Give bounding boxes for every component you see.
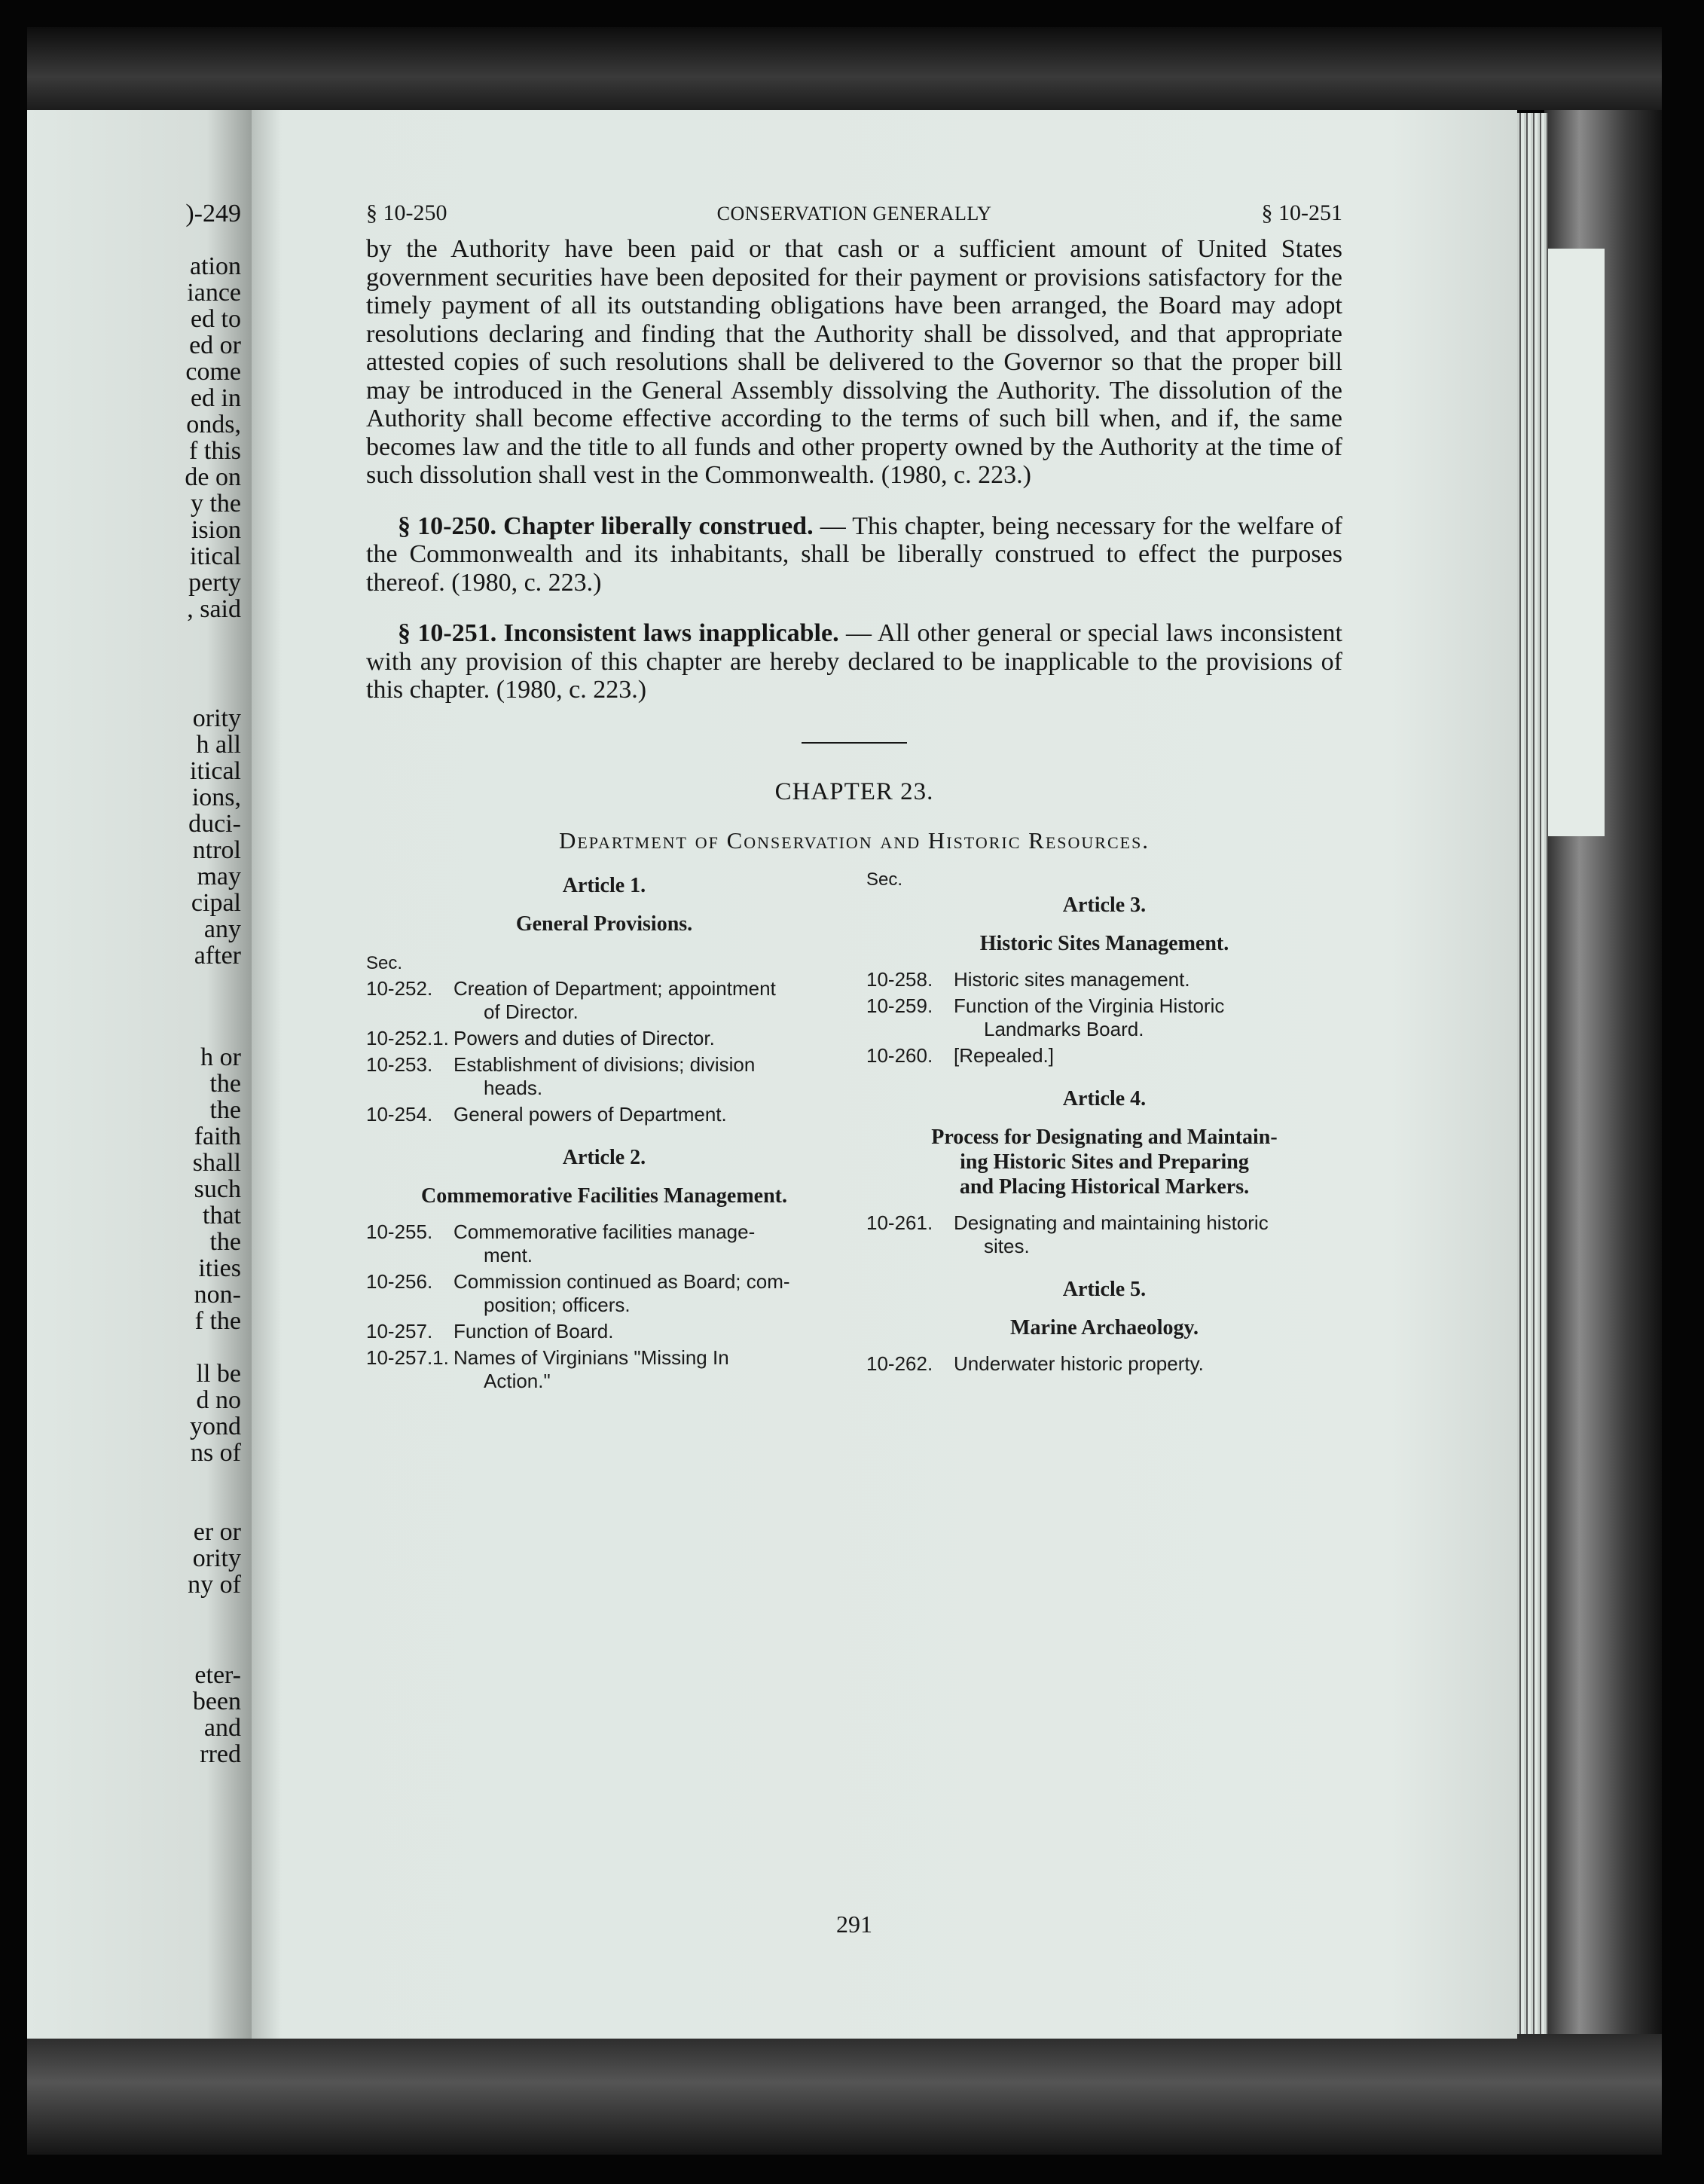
left-page-text-fragment: been — [192, 1688, 241, 1715]
left-page-text-fragment: y the — [190, 490, 241, 518]
article-2-entries — [366, 1220, 842, 1393]
article-heading: Article 2. — [562, 1145, 646, 1169]
toc-entry — [366, 1220, 842, 1267]
section-10-250 — [366, 512, 1342, 597]
left-page-text-fragment: itical — [190, 542, 241, 570]
section-title-line: Powers and duties of Director. — [453, 1026, 715, 1049]
left-page-text-fragment: ed to — [190, 305, 241, 333]
chapter-number: CHAPTER 23. — [774, 777, 934, 805]
section-heading: § 10-250. Chapter liberally construed. — [398, 512, 814, 540]
section-heading: § 10-251. Inconsistent laws inapplicable. — [398, 619, 839, 647]
section-title-line: Establishment of divisions; division — [453, 1052, 756, 1076]
article-title — [866, 1125, 1342, 1199]
toc-left-column — [366, 874, 842, 1393]
section-title — [954, 1352, 1342, 1376]
section-number: 10-260. — [866, 1043, 933, 1067]
left-page-text-fragment: iance — [187, 279, 241, 307]
section-title-line: Historic sites management. — [954, 967, 1190, 991]
section-title-line: Commemorative facilities manage- — [453, 1220, 756, 1243]
left-page-text-fragment: yond — [190, 1413, 241, 1440]
section-text: — All other general or special laws inconsistent with any provision of this chapter are hereby declared to be inapplicable to the provisions of this chapter. (1980, c. 223.) — [366, 619, 1342, 704]
left-page-text-fragment: f this — [189, 437, 241, 465]
section-title-line: Action." — [484, 1369, 551, 1392]
section-title-line: position; officers. — [484, 1293, 631, 1316]
left-page-text-fragment: de on — [185, 463, 241, 491]
toc-entry — [866, 1352, 1342, 1376]
left-page-text-fragment: the — [209, 1096, 241, 1124]
section-number: 10-257. — [366, 1319, 433, 1342]
article-title-line: ing Historic Sites and Preparing — [960, 1150, 1249, 1174]
section-number: 10-252. — [366, 976, 433, 1000]
section-title — [453, 1320, 842, 1343]
left-page-text-fragment: that — [203, 1202, 241, 1229]
left-page-text-fragment: ns of — [190, 1439, 241, 1467]
chapter-title: Department of Conservation and Historic Resources. — [558, 826, 1150, 854]
left-page-text-fragment: h all — [196, 731, 241, 759]
left-page-text-fragment: faith — [194, 1123, 241, 1150]
left-page-text-fragment: shall — [192, 1149, 241, 1177]
running-head-left: § 10-250 — [366, 200, 447, 225]
page-content — [366, 200, 1342, 1938]
section-title-line: of Director. — [484, 1000, 579, 1023]
section-text: — This chapter, being necessary for the welfare of the Commonwealth and its inhabitants, shall be liberally construed to effect the purposes thereof. (1980, c. 223.) — [366, 512, 1342, 597]
section-title — [453, 1103, 842, 1126]
article-title-line: and Placing Historical Markers. — [959, 1174, 1250, 1199]
toc-entry — [866, 968, 1342, 991]
left-page-text-fragment: ities — [198, 1254, 241, 1282]
section-title — [453, 1220, 842, 1267]
section-number: 10-258. — [866, 967, 933, 991]
left-page-text-fragment: onds, — [186, 411, 241, 438]
continuation-paragraph: by the Authority have been paid or that cash or a sufficient amount of United States government securities have been deposited for their payment or provisions satisfactory for the timely payment of all its outstanding obligations have been arranged, the Board may adopt resolutions declaring and finding that the Authority shall be dissolved, and that appropriate attested copies of such resolutions shall be delivered to the Governor so that the proper bill may be introduced in the General Assembly dissolving the Authority. The dissolution of the Authority shall become effective according to the terms of such bill when, and if, the same becomes law and the title to all funds and other property owned by the Authority at the time of such dissolution shall vest in the Commonwealth. (1980, c. 223.) — [366, 235, 1342, 489]
left-page-text-fragment: come — [185, 358, 241, 386]
left-page-text-fragment: h or — [200, 1043, 241, 1071]
main-page — [252, 110, 1517, 2039]
section-number: 10-261. — [866, 1211, 933, 1234]
section-title — [954, 1044, 1342, 1068]
toc-right-column — [866, 869, 1342, 1376]
left-page-text-fragment: rred — [200, 1740, 241, 1768]
left-page-text-fragment: d no — [196, 1386, 241, 1414]
article-heading: Article 3. — [1062, 893, 1147, 917]
left-page-text-fragment: may — [197, 863, 241, 890]
left-page-text-fragment: such — [194, 1175, 241, 1203]
left-page-text-fragment: , said — [187, 595, 241, 623]
left-page-text-fragment: )-249 — [185, 200, 241, 228]
article-4-entries — [866, 1211, 1342, 1258]
page-number: 291 — [836, 1911, 872, 1938]
section-title — [453, 977, 842, 1024]
section-title-line: Creation of Department; appointment — [453, 976, 776, 1000]
section-title — [954, 968, 1342, 991]
section-title-line: heads. — [484, 1076, 543, 1099]
article-heading: Article 5. — [1062, 1277, 1147, 1301]
section-number: 10-254. — [366, 1102, 433, 1126]
article-title-line: Process for Designating and Maintain- — [931, 1125, 1278, 1149]
section-number: 10-255. — [366, 1220, 433, 1243]
section-title-line: Underwater historic property. — [954, 1352, 1204, 1375]
left-page-text-fragment: ed or — [189, 331, 241, 359]
sec-label: Sec. — [366, 952, 403, 973]
toc-entry — [366, 1270, 842, 1317]
section-title-line: Designating and maintaining historic — [954, 1211, 1269, 1234]
article-1-entries — [366, 977, 842, 1126]
left-page-text-fragment: ny of — [188, 1571, 241, 1599]
section-title-line: Names of Virginians "Missing In — [453, 1346, 729, 1369]
facing-left-page — [27, 110, 252, 2039]
section-number: 10-252.1. — [366, 1026, 449, 1049]
left-page-text-fragment: ll be — [196, 1360, 241, 1388]
left-page-text-fragment: ority — [192, 1544, 241, 1572]
left-page-text-fragment: f the — [194, 1307, 241, 1335]
left-page-text-fragment: duci- — [188, 810, 241, 838]
section-title-line: ment. — [484, 1243, 533, 1266]
left-page-text-fragment: itical — [190, 757, 241, 785]
left-page-text-fragment: ority — [192, 704, 241, 732]
article-title: Historic Sites Management. — [979, 931, 1229, 955]
chapter-table-of-contents — [366, 869, 1342, 1446]
section-title-line: Landmarks Board. — [984, 1017, 1144, 1040]
section-title — [453, 1270, 842, 1317]
section-number: 10-253. — [366, 1052, 433, 1076]
toc-entry — [366, 1346, 842, 1393]
section-title-line: Function of the Virginia Historic — [954, 994, 1225, 1017]
section-title — [954, 1211, 1342, 1258]
left-page-text-fragment: any — [203, 915, 241, 943]
toc-entry — [866, 994, 1342, 1041]
section-10-251 — [366, 619, 1342, 704]
section-title — [954, 994, 1342, 1041]
section-number: 10-262. — [866, 1352, 933, 1375]
left-page-text-fragment: after — [194, 942, 241, 970]
article-5-entries — [866, 1352, 1342, 1376]
section-number: 10-257.1. — [366, 1346, 449, 1369]
book-bottom-edge — [27, 2034, 1662, 2155]
left-page-text-fragment: the — [209, 1228, 241, 1256]
section-title — [453, 1346, 842, 1393]
sec-label: Sec. — [866, 869, 903, 890]
left-page-text-fragment: er or — [193, 1518, 241, 1546]
running-head-title: CONSERVATION GENERALLY — [716, 203, 992, 225]
left-page-text-fragment: ions, — [191, 783, 241, 811]
article-title: General Provisions. — [515, 912, 693, 936]
left-page-text-fragment: ision — [191, 516, 241, 544]
section-title-line: General powers of Department. — [453, 1102, 727, 1126]
section-title — [453, 1053, 842, 1100]
section-title-line: Function of Board. — [453, 1319, 614, 1342]
article-heading: Article 4. — [1062, 1086, 1147, 1110]
running-head-right: § 10-251 — [1261, 200, 1342, 225]
toc-entry — [366, 1320, 842, 1343]
toc-entry — [366, 1103, 842, 1126]
left-page-text-fragment: and — [203, 1714, 241, 1742]
running-head — [366, 200, 1342, 235]
article-3-entries — [866, 968, 1342, 1068]
toc-entry — [866, 1044, 1342, 1068]
article-title: Marine Archaeology. — [1010, 1315, 1199, 1339]
section-title-line: Commission continued as Board; com- — [453, 1269, 790, 1293]
left-page-text-fragment: cipal — [191, 889, 241, 917]
left-page-text-fragment: the — [209, 1070, 241, 1098]
left-page-text-fragment: ntrol — [192, 836, 241, 864]
section-number: 10-256. — [366, 1269, 433, 1293]
left-page-text-fragment: ation — [190, 252, 241, 280]
section-title-line: sites. — [984, 1234, 1030, 1257]
article-title: Commemorative Facilities Management. — [421, 1184, 787, 1208]
toc-entry — [866, 1211, 1342, 1258]
left-page-text-fragment: ed in — [190, 384, 241, 412]
divider-rule — [802, 742, 907, 744]
article-heading: Article 1. — [562, 873, 646, 897]
left-page-text-fragment: non- — [194, 1281, 241, 1309]
toc-entry — [366, 1053, 842, 1100]
left-page-text-fragment: eter- — [194, 1661, 241, 1689]
section-number: 10-259. — [866, 994, 933, 1017]
book-top-edge — [27, 27, 1662, 110]
section-title-line: [Repealed.] — [954, 1043, 1054, 1067]
toc-entry — [366, 1027, 842, 1050]
toc-entry — [366, 977, 842, 1024]
section-title — [453, 1027, 842, 1050]
left-page-text-fragment: perty — [188, 569, 241, 597]
